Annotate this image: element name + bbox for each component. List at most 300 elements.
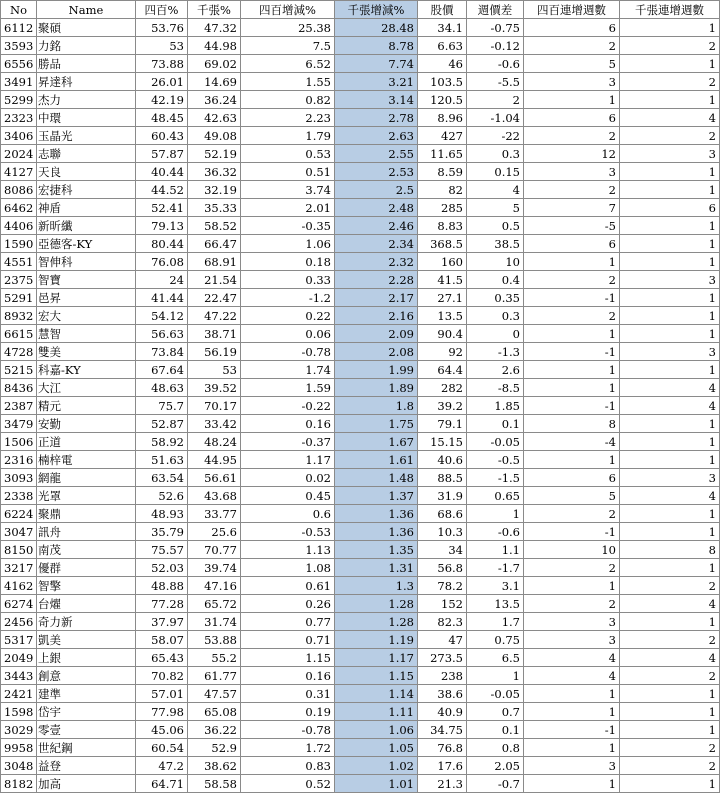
cell-1000-change: 1.36: [335, 505, 418, 523]
cell-1000-pct: 25.6: [188, 523, 241, 541]
table-row[interactable]: [1, 199, 720, 217]
cell-400-weeks: 1: [524, 703, 620, 721]
cell-week-diff: 0.35: [467, 289, 524, 307]
cell-400-change: 0.33: [241, 271, 335, 289]
cell-400-change: -0.37: [241, 433, 335, 451]
cell-name: 南茂: [37, 541, 136, 559]
cell-name: 岱宇: [37, 703, 136, 721]
cell-400-change: 0.45: [241, 487, 335, 505]
cell-400-pct: 40.44: [136, 163, 188, 181]
header-1000-pct[interactable]: 千張%: [188, 1, 241, 19]
cell-week-diff: -1.5: [467, 469, 524, 487]
table-row[interactable]: [1, 37, 720, 55]
cell-400-pct: 80.44: [136, 235, 188, 253]
cell-1000-pct: 52.19: [188, 145, 241, 163]
cell-no: 5215: [1, 361, 37, 379]
cell-price: 152: [418, 595, 467, 613]
cell-name: 零壹: [37, 721, 136, 739]
cell-400-pct: 53: [136, 37, 188, 55]
cell-400-weeks: 2: [524, 559, 620, 577]
cell-price: 47: [418, 631, 467, 649]
cell-400-change: 3.74: [241, 181, 335, 199]
cell-week-diff: 0.3: [467, 307, 524, 325]
cell-400-weeks: -1: [524, 397, 620, 415]
cell-400-pct: 56.63: [136, 325, 188, 343]
cell-no: 2338: [1, 487, 37, 505]
cell-400-change: -0.78: [241, 721, 335, 739]
cell-1000-change: 1.37: [335, 487, 418, 505]
cell-week-diff: 13.5: [467, 595, 524, 613]
cell-name: 神盾: [37, 199, 136, 217]
cell-name: 新昕纖: [37, 217, 136, 235]
cell-1000-weeks: 1: [620, 19, 720, 37]
cell-1000-weeks: 4: [620, 595, 720, 613]
cell-1000-pct: 47.57: [188, 685, 241, 703]
cell-1000-pct: 38.71: [188, 325, 241, 343]
cell-400-weeks: 6: [524, 235, 620, 253]
cell-1000-pct: 22.47: [188, 289, 241, 307]
cell-1000-change: 2.53: [335, 163, 418, 181]
table-row[interactable]: [1, 415, 720, 433]
cell-price: 88.5: [418, 469, 467, 487]
header-week-diff[interactable]: 週價差: [467, 1, 524, 19]
cell-1000-weeks: 3: [620, 145, 720, 163]
cell-week-diff: 3.1: [467, 577, 524, 595]
cell-1000-weeks: 1: [620, 505, 720, 523]
table-row[interactable]: [1, 523, 720, 541]
cell-no: 8182: [1, 775, 37, 793]
cell-1000-change: 3.14: [335, 91, 418, 109]
cell-400-pct: 52.6: [136, 487, 188, 505]
cell-400-change: 0.53: [241, 145, 335, 163]
cell-400-change: 2.23: [241, 109, 335, 127]
cell-price: 8.59: [418, 163, 467, 181]
cell-1000-change: 28.48: [335, 19, 418, 37]
cell-400-weeks: 5: [524, 55, 620, 73]
cell-400-change: 1.17: [241, 451, 335, 469]
cell-no: 2387: [1, 397, 37, 415]
cell-400-weeks: 3: [524, 631, 620, 649]
cell-1000-weeks: 1: [620, 253, 720, 271]
cell-400-pct: 76.08: [136, 253, 188, 271]
cell-1000-pct: 42.63: [188, 109, 241, 127]
cell-1000-change: 1.35: [335, 541, 418, 559]
cell-week-diff: 5: [467, 199, 524, 217]
table-row[interactable]: [1, 145, 720, 163]
cell-1000-pct: 65.08: [188, 703, 241, 721]
table-row[interactable]: [1, 451, 720, 469]
cell-week-diff: -0.7: [467, 775, 524, 793]
cell-1000-change: 1.99: [335, 361, 418, 379]
cell-400-change: 0.51: [241, 163, 335, 181]
table-row[interactable]: [1, 253, 720, 271]
cell-no: 8086: [1, 181, 37, 199]
cell-no: 2456: [1, 613, 37, 631]
cell-400-change: 0.71: [241, 631, 335, 649]
table-row[interactable]: [1, 289, 720, 307]
cell-400-weeks: 1: [524, 361, 620, 379]
table-body: [1, 19, 720, 793]
cell-1000-change: 1.17: [335, 649, 418, 667]
cell-1000-weeks: 1: [620, 685, 720, 703]
cell-400-change: 0.31: [241, 685, 335, 703]
table-row[interactable]: [1, 649, 720, 667]
cell-week-diff: 0.4: [467, 271, 524, 289]
cell-week-diff: -0.6: [467, 523, 524, 541]
cell-1000-pct: 36.32: [188, 163, 241, 181]
table-row[interactable]: [1, 379, 720, 397]
cell-price: 76.8: [418, 739, 467, 757]
cell-1000-weeks: 1: [620, 433, 720, 451]
cell-week-diff: 0.1: [467, 415, 524, 433]
cell-400-change: 2.01: [241, 199, 335, 217]
header-400-weeks[interactable]: 四百連增週數: [524, 1, 620, 19]
cell-1000-change: 1.28: [335, 613, 418, 631]
cell-400-pct: 53.76: [136, 19, 188, 37]
cell-1000-pct: 70.77: [188, 541, 241, 559]
cell-price: 8.96: [418, 109, 467, 127]
cell-400-pct: 77.98: [136, 703, 188, 721]
cell-400-weeks: 2: [524, 271, 620, 289]
table-row[interactable]: [1, 19, 720, 37]
cell-name: 志聯: [37, 145, 136, 163]
cell-1000-pct: 47.22: [188, 307, 241, 325]
cell-1000-weeks: 6: [620, 199, 720, 217]
cell-400-weeks: 3: [524, 163, 620, 181]
cell-400-change: 0.61: [241, 577, 335, 595]
cell-400-pct: 64.71: [136, 775, 188, 793]
cell-1000-change: 1.48: [335, 469, 418, 487]
cell-400-weeks: 12: [524, 145, 620, 163]
cell-name: 中環: [37, 109, 136, 127]
cell-week-diff: 10: [467, 253, 524, 271]
cell-no: 2323: [1, 109, 37, 127]
cell-no: 3593: [1, 37, 37, 55]
cell-week-diff: -1.04: [467, 109, 524, 127]
cell-1000-pct: 47.32: [188, 19, 241, 37]
cell-name: 慧智: [37, 325, 136, 343]
cell-400-change: 1.15: [241, 649, 335, 667]
cell-name: 天良: [37, 163, 136, 181]
cell-400-weeks: -5: [524, 217, 620, 235]
cell-1000-change: 2.78: [335, 109, 418, 127]
cell-400-change: 0.26: [241, 595, 335, 613]
cell-price: 41.5: [418, 271, 467, 289]
cell-1000-pct: 36.24: [188, 91, 241, 109]
cell-no: 2375: [1, 271, 37, 289]
table-row[interactable]: [1, 685, 720, 703]
cell-400-pct: 57.01: [136, 685, 188, 703]
cell-name: 凱美: [37, 631, 136, 649]
cell-400-weeks: 6: [524, 109, 620, 127]
cell-no: 6556: [1, 55, 37, 73]
cell-400-change: 1.72: [241, 739, 335, 757]
table-row[interactable]: [1, 235, 720, 253]
cell-400-pct: 67.64: [136, 361, 188, 379]
cell-400-pct: 51.63: [136, 451, 188, 469]
cell-1000-pct: 44.98: [188, 37, 241, 55]
cell-price: 40.9: [418, 703, 467, 721]
table-row[interactable]: [1, 703, 720, 721]
cell-400-pct: 73.84: [136, 343, 188, 361]
header-400-change[interactable]: 四百增減%: [241, 1, 335, 19]
cell-1000-pct: 38.62: [188, 757, 241, 775]
table-row[interactable]: [1, 721, 720, 739]
header-400-pct[interactable]: 四百%: [136, 1, 188, 19]
header-name[interactable]: Name: [37, 1, 136, 19]
cell-400-change: 1.79: [241, 127, 335, 145]
table-row[interactable]: [1, 181, 720, 199]
cell-1000-weeks: 4: [620, 109, 720, 127]
cell-1000-weeks: 2: [620, 73, 720, 91]
table-row[interactable]: [1, 307, 720, 325]
cell-name: 加高: [37, 775, 136, 793]
cell-1000-weeks: 1: [620, 181, 720, 199]
cell-1000-change: 1.89: [335, 379, 418, 397]
cell-name: 宏大: [37, 307, 136, 325]
cell-name: 創意: [37, 667, 136, 685]
cell-400-pct: 52.87: [136, 415, 188, 433]
cell-1000-weeks: 1: [620, 55, 720, 73]
cell-1000-pct: 43.68: [188, 487, 241, 505]
cell-400-weeks: 2: [524, 127, 620, 145]
cell-1000-change: 1.67: [335, 433, 418, 451]
cell-no: 8932: [1, 307, 37, 325]
cell-400-change: -0.78: [241, 343, 335, 361]
cell-400-weeks: 2: [524, 37, 620, 55]
cell-week-diff: 1: [467, 505, 524, 523]
cell-1000-weeks: 2: [620, 739, 720, 757]
cell-400-change: -0.53: [241, 523, 335, 541]
cell-price: 11.65: [418, 145, 467, 163]
table-row[interactable]: [1, 73, 720, 91]
cell-name: 昇達科: [37, 73, 136, 91]
cell-1000-pct: 31.74: [188, 613, 241, 631]
cell-week-diff: 0.8: [467, 739, 524, 757]
cell-price: 56.8: [418, 559, 467, 577]
cell-400-change: 0.83: [241, 757, 335, 775]
cell-400-change: 1.06: [241, 235, 335, 253]
cell-week-diff: 6.5: [467, 649, 524, 667]
cell-price: 8.83: [418, 217, 467, 235]
cell-no: 2421: [1, 685, 37, 703]
cell-week-diff: -1.7: [467, 559, 524, 577]
cell-1000-pct: 14.69: [188, 73, 241, 91]
table-row[interactable]: [1, 163, 720, 181]
cell-week-diff: 1.85: [467, 397, 524, 415]
cell-price: 15.15: [418, 433, 467, 451]
cell-price: 39.2: [418, 397, 467, 415]
cell-no: 3479: [1, 415, 37, 433]
cell-name: 精元: [37, 397, 136, 415]
cell-name: 亞德客-KY: [37, 235, 136, 253]
cell-1000-change: 2.09: [335, 325, 418, 343]
table-row[interactable]: [1, 613, 720, 631]
cell-week-diff: 1.1: [467, 541, 524, 559]
cell-400-pct: 52.41: [136, 199, 188, 217]
cell-1000-weeks: 1: [620, 559, 720, 577]
cell-400-weeks: 1: [524, 379, 620, 397]
cell-400-change: 0.77: [241, 613, 335, 631]
cell-1000-weeks: 2: [620, 577, 720, 595]
cell-1000-weeks: 3: [620, 271, 720, 289]
cell-1000-weeks: 1: [620, 289, 720, 307]
cell-no: 2024: [1, 145, 37, 163]
cell-week-diff: 4: [467, 181, 524, 199]
header-price[interactable]: 股價: [418, 1, 467, 19]
table-row[interactable]: [1, 325, 720, 343]
cell-week-diff: 2.6: [467, 361, 524, 379]
cell-1000-change: 2.16: [335, 307, 418, 325]
cell-400-weeks: 1: [524, 91, 620, 109]
cell-400-weeks: 5: [524, 487, 620, 505]
header-no[interactable]: No: [1, 1, 37, 19]
cell-no: 6462: [1, 199, 37, 217]
cell-price: 34.1: [418, 19, 467, 37]
cell-1000-pct: 36.22: [188, 721, 241, 739]
cell-no: 3093: [1, 469, 37, 487]
cell-price: 10.3: [418, 523, 467, 541]
table-row[interactable]: [1, 667, 720, 685]
cell-price: 273.5: [418, 649, 467, 667]
cell-1000-weeks: 1: [620, 235, 720, 253]
cell-no: 1506: [1, 433, 37, 451]
table-row[interactable]: [1, 55, 720, 73]
table-row[interactable]: [1, 397, 720, 415]
table-row[interactable]: [1, 595, 720, 613]
cell-1000-change: 1.19: [335, 631, 418, 649]
cell-1000-change: 2.08: [335, 343, 418, 361]
cell-name: 宏捷科: [37, 181, 136, 199]
table-row[interactable]: [1, 559, 720, 577]
cell-no: 4406: [1, 217, 37, 235]
cell-week-diff: -0.75: [467, 19, 524, 37]
table-row[interactable]: [1, 541, 720, 559]
cell-400-pct: 58.07: [136, 631, 188, 649]
cell-1000-pct: 44.95: [188, 451, 241, 469]
cell-400-change: 0.16: [241, 667, 335, 685]
table-row[interactable]: [1, 217, 720, 235]
header-1000-weeks[interactable]: 千張連增週數: [620, 1, 720, 19]
cell-1000-change: 1.02: [335, 757, 418, 775]
cell-name: 優群: [37, 559, 136, 577]
cell-price: 120.5: [418, 91, 467, 109]
cell-price: 90.4: [418, 325, 467, 343]
cell-1000-change: 1.31: [335, 559, 418, 577]
cell-1000-change: 2.48: [335, 199, 418, 217]
cell-400-change: -0.35: [241, 217, 335, 235]
cell-400-change: 0.82: [241, 91, 335, 109]
cell-price: 92: [418, 343, 467, 361]
cell-400-pct: 60.54: [136, 739, 188, 757]
table-row[interactable]: [1, 433, 720, 451]
table-row[interactable]: [1, 271, 720, 289]
cell-1000-weeks: 2: [620, 127, 720, 145]
cell-price: 82.3: [418, 613, 467, 631]
cell-400-change: 6.52: [241, 55, 335, 73]
cell-name: 益登: [37, 757, 136, 775]
cell-1000-change: 2.63: [335, 127, 418, 145]
cell-400-pct: 57.87: [136, 145, 188, 163]
cell-400-pct: 24: [136, 271, 188, 289]
cell-400-change: 0.02: [241, 469, 335, 487]
cell-1000-weeks: 1: [620, 775, 720, 793]
table-row[interactable]: [1, 577, 720, 595]
cell-no: 5299: [1, 91, 37, 109]
cell-price: 13.5: [418, 307, 467, 325]
table-row[interactable]: [1, 487, 720, 505]
cell-1000-change: 2.55: [335, 145, 418, 163]
cell-1000-weeks: 1: [620, 325, 720, 343]
cell-no: 2316: [1, 451, 37, 469]
cell-400-change: 1.74: [241, 361, 335, 379]
cell-price: 6.63: [418, 37, 467, 55]
table-row[interactable]: [1, 757, 720, 775]
cell-400-change: -0.22: [241, 397, 335, 415]
table-row[interactable]: [1, 631, 720, 649]
cell-400-pct: 63.54: [136, 469, 188, 487]
cell-1000-weeks: 8: [620, 541, 720, 559]
cell-400-weeks: 1: [524, 685, 620, 703]
cell-1000-change: 1.3: [335, 577, 418, 595]
table-row[interactable]: [1, 505, 720, 523]
table-row[interactable]: [1, 127, 720, 145]
cell-1000-weeks: 1: [620, 523, 720, 541]
cell-1000-pct: 33.77: [188, 505, 241, 523]
cell-price: 34: [418, 541, 467, 559]
cell-no: 2049: [1, 649, 37, 667]
cell-name: 杰力: [37, 91, 136, 109]
cell-1000-pct: 49.08: [188, 127, 241, 145]
table-row[interactable]: [1, 109, 720, 127]
cell-no: 5317: [1, 631, 37, 649]
cell-400-pct: 44.52: [136, 181, 188, 199]
cell-name: 智擎: [37, 577, 136, 595]
cell-1000-pct: 68.91: [188, 253, 241, 271]
cell-week-diff: 2.05: [467, 757, 524, 775]
cell-400-weeks: 3: [524, 73, 620, 91]
cell-week-diff: 0.7: [467, 703, 524, 721]
cell-1000-pct: 33.42: [188, 415, 241, 433]
cell-400-pct: 52.03: [136, 559, 188, 577]
cell-week-diff: 1: [467, 667, 524, 685]
header-1000-change[interactable]: 千張增減%: [335, 1, 418, 19]
cell-1000-pct: 48.24: [188, 433, 241, 451]
cell-1000-pct: 66.47: [188, 235, 241, 253]
table-row[interactable]: [1, 361, 720, 379]
cell-1000-weeks: 1: [620, 91, 720, 109]
cell-week-diff: 2: [467, 91, 524, 109]
cell-1000-change: 8.78: [335, 37, 418, 55]
cell-1000-pct: 32.19: [188, 181, 241, 199]
cell-price: 79.1: [418, 415, 467, 433]
cell-no: 6112: [1, 19, 37, 37]
table-row[interactable]: [1, 775, 720, 793]
table-row[interactable]: [1, 343, 720, 361]
cell-price: 17.6: [418, 757, 467, 775]
table-row[interactable]: [1, 469, 720, 487]
cell-price: 282: [418, 379, 467, 397]
cell-1000-pct: 58.52: [188, 217, 241, 235]
cell-no: 6615: [1, 325, 37, 343]
cell-400-change: 1.13: [241, 541, 335, 559]
cell-400-weeks: 1: [524, 253, 620, 271]
cell-1000-pct: 21.54: [188, 271, 241, 289]
cell-400-change: -1.2: [241, 289, 335, 307]
table-row[interactable]: [1, 91, 720, 109]
cell-no: 3406: [1, 127, 37, 145]
cell-400-weeks: 1: [524, 739, 620, 757]
